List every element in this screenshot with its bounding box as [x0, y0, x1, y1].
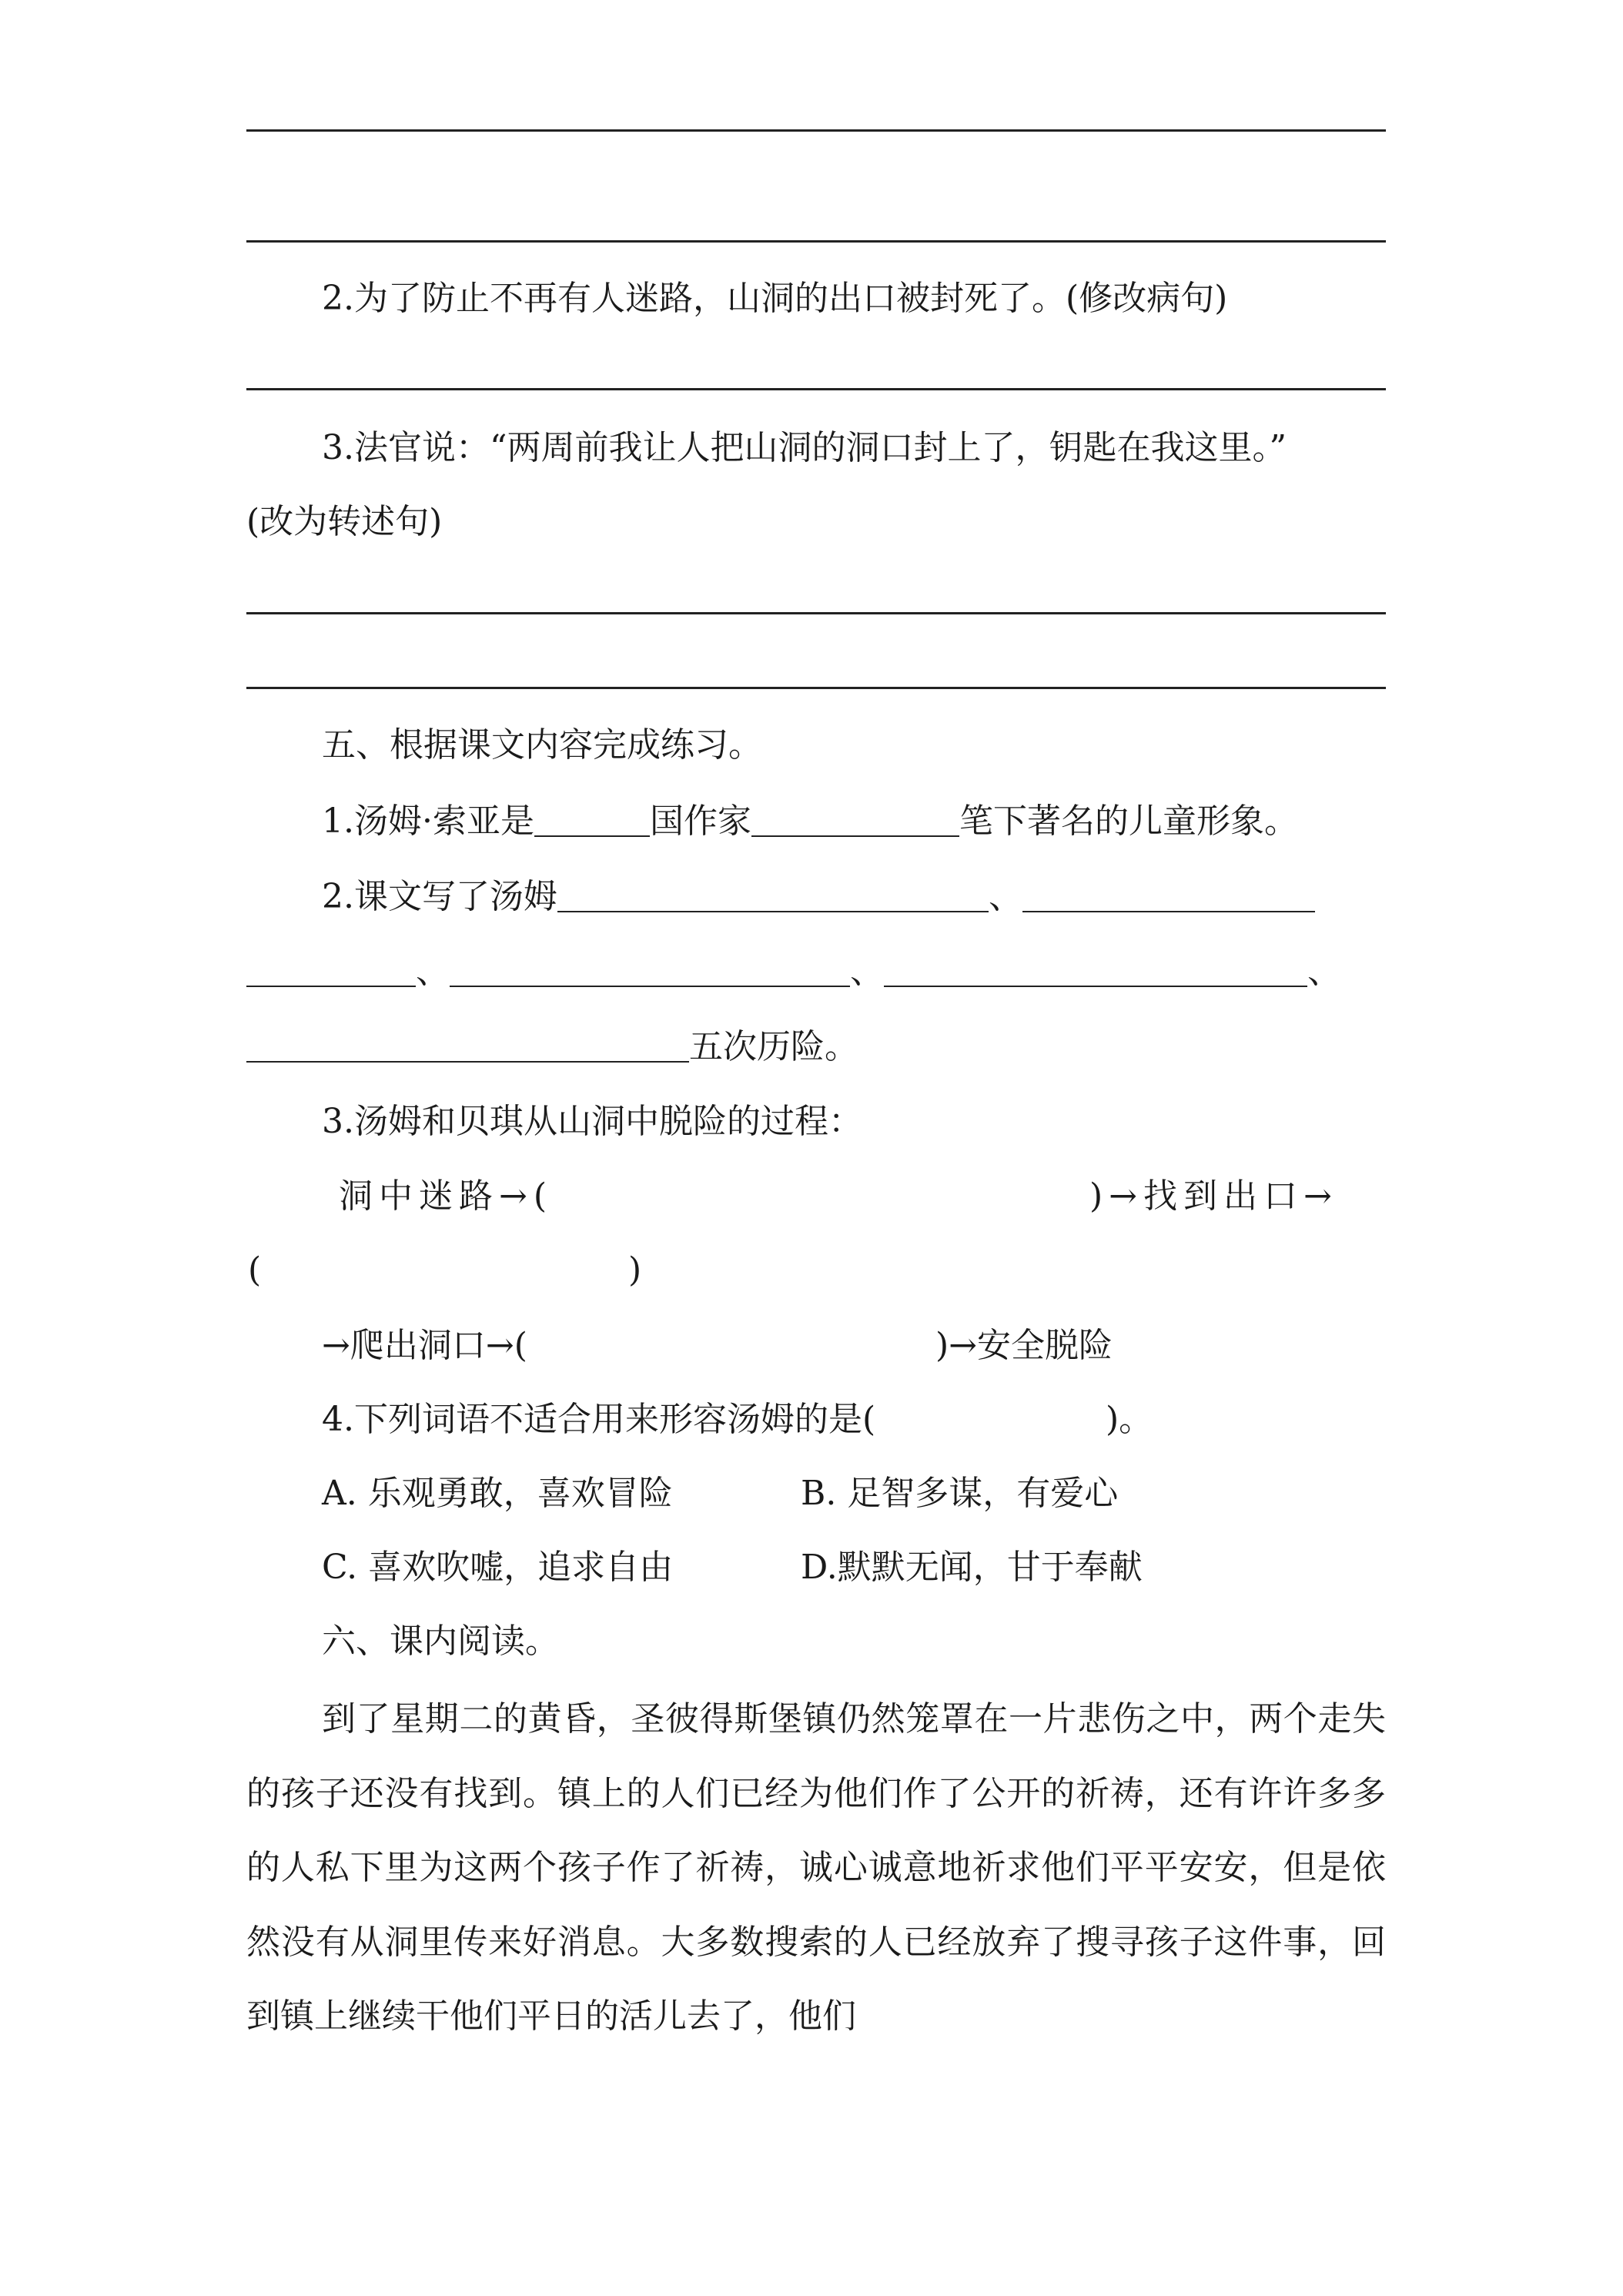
blank-adventure-3[interactable] — [450, 955, 850, 987]
answer-line-4 — [246, 612, 1386, 614]
q5-item-1 — [322, 802, 1298, 841]
separator: 、 — [416, 952, 450, 991]
blank-country[interactable] — [534, 805, 650, 837]
q4-item-2: 2.为了防止不再有人迷路，山洞的出口被封死了。(修改病句) — [322, 279, 1228, 318]
flow-line-2-close: ) — [628, 1250, 642, 1290]
q5-item-2-line-2 — [246, 952, 1341, 991]
flow-line-2-open: ( — [248, 1250, 262, 1290]
option-c: C. 喜欢吹嘘，追求自由 — [322, 1548, 674, 1587]
option-d: D.默默无闻，甘于奉献 — [801, 1548, 1143, 1587]
q5-item-1-c: 笔下著名的儿童形象。 — [959, 802, 1298, 841]
answer-line-1 — [246, 129, 1386, 132]
separator: 、 — [988, 877, 1022, 916]
separator: 、 — [1307, 952, 1341, 991]
q4-item-3-line-2: (改为转述句) — [246, 502, 443, 541]
separator: 、 — [850, 952, 884, 991]
flow-line-1-start: 洞中迷路→( — [339, 1176, 554, 1216]
q5-item-2-line-1 — [322, 877, 1315, 916]
answer-line-3 — [246, 388, 1386, 390]
flow-line-3-b: )→安全脱险 — [935, 1326, 1113, 1365]
q5-item-2-line-3 — [246, 1027, 858, 1066]
section-5-heading: 五、根据课文内容完成练习。 — [322, 725, 762, 765]
q4-item-3-line-1: 3.法官说：“两周前我让人把山洞的洞口封上了，钥匙在我这里。” — [322, 428, 1287, 467]
option-a: A. 乐观勇敢，喜欢冒险 — [322, 1474, 673, 1513]
flow-line-3-a: →爬出洞口→( — [322, 1326, 527, 1365]
blank-adventure-1[interactable] — [557, 880, 989, 912]
q5-item-3-title: 3.汤姆和贝琪从山洞中脱险的过程： — [322, 1102, 862, 1141]
blank-adventure-5[interactable] — [246, 1030, 689, 1063]
option-b: B. 足智多谋，有爱心 — [801, 1474, 1119, 1513]
q5-item-1-b: 国作家 — [649, 802, 751, 841]
q5-item-1-a: 1.汤姆·索亚是 — [322, 802, 534, 841]
blank-adventure-2b[interactable] — [246, 955, 416, 987]
answer-line-2 — [246, 240, 1386, 243]
reading-passage — [246, 1682, 1386, 2054]
q5-item-2-end: 五次历险。 — [689, 1027, 858, 1066]
blank-author[interactable] — [751, 805, 959, 837]
q5-item-4: 4.下列词语不适合用来形容汤姆的是( — [322, 1400, 876, 1439]
q5-item-4-end: )。 — [1106, 1400, 1153, 1439]
blank-adventure-4[interactable] — [884, 955, 1307, 987]
section-6-heading: 六、课内阅读。 — [322, 1622, 559, 1661]
q5-item-2-a: 2.课文写了汤姆 — [322, 877, 557, 916]
reading-passage-text: 到了星期二的黄昏，圣彼得斯堡镇仍然笼罩在一片悲伤之中，两个走失的孩子还没有找到。镇上的人们已经为他们作了公开的祈祷，还有许许多多的人私下里为这两个孩子作了祈祷，诚心诚意地祈求他们平平安安，但是依然没有从洞里传来好消息。大多数搜索的人已经放弃了搜寻孩子这件事，回到镇上继续干他们平日的活儿去了，他们 — [246, 1699, 1386, 2036]
flow-line-1-mid: )→找到出口→ — [1089, 1176, 1338, 1216]
blank-adventure-2a[interactable] — [1022, 880, 1315, 912]
answer-line-5 — [246, 687, 1386, 689]
